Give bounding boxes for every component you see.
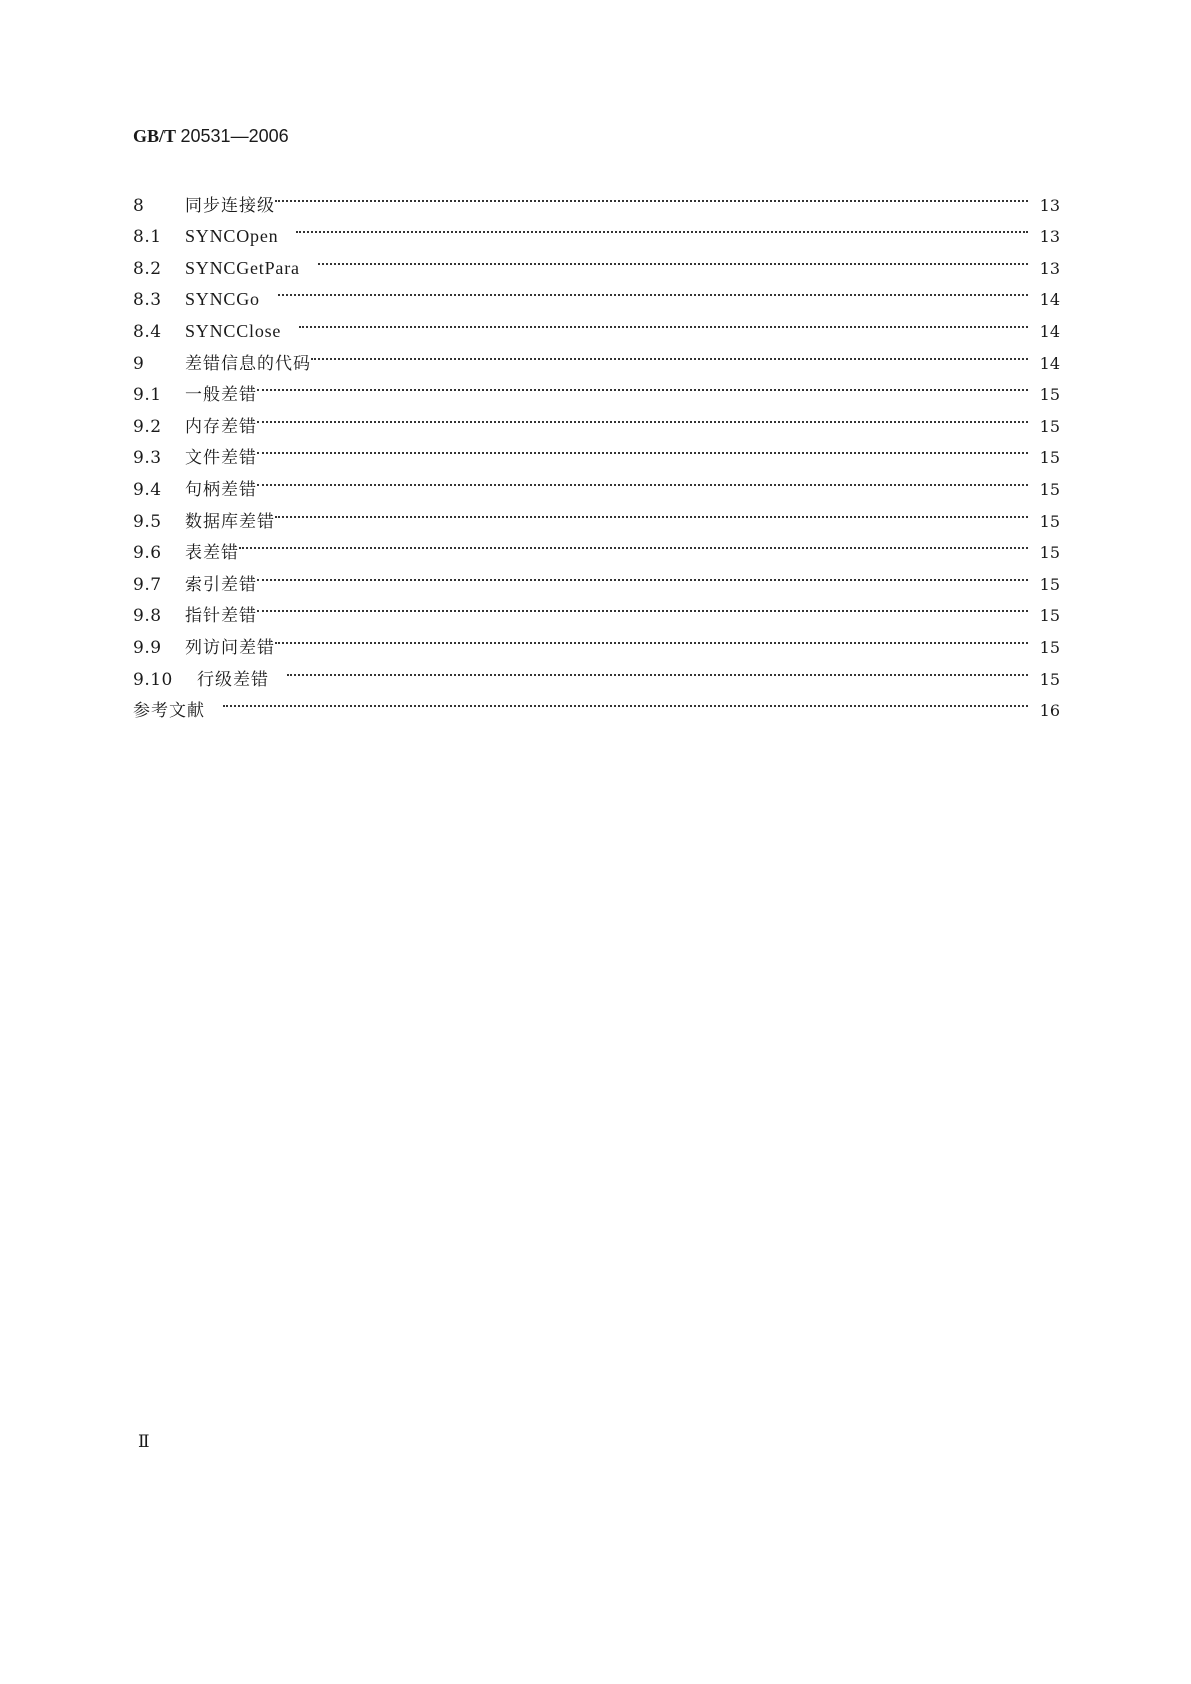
toc-entry-title: 列访问差错	[185, 637, 275, 658]
toc-entry-page: 15	[1039, 606, 1060, 626]
standard-prefix: GB/T	[133, 126, 177, 146]
toc-entry-number: 9.6	[133, 543, 162, 564]
toc-entry-number: 9.4	[133, 479, 162, 500]
toc-dot-leader	[257, 432, 1030, 464]
toc-dot-leader	[299, 305, 1030, 337]
toc-dot-leader	[287, 653, 1030, 685]
toc-entry-page: 15	[1039, 511, 1060, 531]
toc-dot-leader	[296, 211, 1030, 243]
toc-entry[interactable]	[133, 558, 1060, 595]
page-number: Ⅱ	[138, 1432, 150, 1451]
toc-entry-title: 表差错	[185, 543, 239, 564]
toc-entry-number: 8.2	[133, 258, 162, 279]
toc-entry-title: 参考文献	[133, 701, 205, 722]
toc-entry-page: 15	[1039, 385, 1060, 405]
toc-entry[interactable]	[133, 685, 1060, 722]
toc-entry-page: 15	[1039, 669, 1060, 689]
toc-dot-leader	[275, 179, 1030, 211]
toc-entry-title: 行级差错	[197, 669, 269, 690]
toc-entry-number: 8.3	[133, 290, 162, 311]
toc-entry-page: 15	[1039, 574, 1060, 594]
toc-dot-leader	[275, 495, 1030, 527]
toc-entry-title: 同步连接级	[185, 195, 275, 216]
toc-dot-leader	[275, 621, 1030, 653]
standard-number: 20531—2006	[180, 126, 289, 146]
toc-dot-leader	[278, 274, 1030, 306]
toc-dot-leader	[257, 400, 1030, 432]
toc-entry-page: 14	[1039, 290, 1060, 310]
toc-entry-number: 9.9	[133, 637, 162, 658]
toc-dot-leader	[311, 337, 1030, 369]
toc-entry-number: 8.4	[133, 321, 162, 342]
toc-entry-number: 9.8	[133, 606, 162, 627]
toc-entry-number: 9.10	[133, 669, 173, 690]
toc-dot-leader	[239, 527, 1030, 559]
toc-entry-page: 13	[1039, 258, 1060, 278]
toc-entry-title: SYNCOpen	[185, 226, 279, 247]
toc-entry-title: SYNCClose	[185, 320, 282, 341]
toc-entry[interactable]	[133, 305, 1060, 342]
toc-dot-leader	[257, 558, 1030, 590]
toc-entry-number: 9	[133, 353, 145, 374]
toc-entry-number: 9.2	[133, 416, 162, 437]
toc-entry-page: 14	[1039, 321, 1060, 341]
toc-dot-leader	[257, 369, 1030, 401]
toc-entry[interactable]	[133, 590, 1060, 627]
toc-entry-title: 一般差错	[185, 385, 257, 406]
toc-entry-title: 内存差错	[185, 416, 257, 437]
toc-entry-page: 15	[1039, 543, 1060, 563]
toc-entry[interactable]	[133, 400, 1060, 437]
toc-entry-page: 13	[1039, 195, 1060, 215]
toc-entry-page: 15	[1039, 479, 1060, 499]
toc-dot-leader	[257, 590, 1030, 622]
toc-entry-number: 9.5	[133, 511, 162, 532]
toc-entry[interactable]	[133, 621, 1060, 658]
toc-entry-title: 文件差错	[185, 448, 257, 469]
toc-entry[interactable]	[133, 432, 1060, 469]
table-of-contents	[133, 179, 1060, 722]
toc-entry-title: 句柄差错	[185, 479, 257, 500]
toc-entry-title: 差错信息的代码	[185, 353, 311, 374]
toc-entry-number: 8	[133, 195, 145, 216]
toc-entry-page: 15	[1039, 637, 1060, 657]
toc-entry-title: SYNCGetPara	[185, 257, 300, 278]
toc-entry-page: 16	[1039, 701, 1060, 721]
toc-dot-leader	[257, 463, 1030, 495]
toc-entry[interactable]	[133, 179, 1060, 216]
toc-entry-number: 9.3	[133, 448, 162, 469]
toc-entry-page: 13	[1039, 227, 1060, 247]
toc-dot-leader	[318, 242, 1030, 274]
toc-entry-page: 15	[1039, 416, 1060, 436]
toc-entry[interactable]	[133, 463, 1060, 500]
toc-entry-title: 指针差错	[185, 606, 257, 627]
toc-entry-title: 数据库差错	[185, 511, 275, 532]
toc-entry[interactable]	[133, 495, 1060, 532]
toc-entry-number: 8.1	[133, 227, 162, 248]
toc-entry[interactable]	[133, 527, 1060, 564]
toc-entry[interactable]	[133, 369, 1060, 406]
toc-entry-page: 14	[1039, 353, 1060, 373]
document-code-header	[133, 126, 289, 147]
toc-entry-number: 9.7	[133, 574, 162, 595]
toc-entry-title: 索引差错	[185, 574, 257, 595]
toc-entry-page: 15	[1039, 448, 1060, 468]
toc-entry-number: 9.1	[133, 385, 162, 406]
toc-dot-leader	[223, 685, 1030, 717]
toc-entry-title: SYNCGo	[185, 289, 260, 310]
